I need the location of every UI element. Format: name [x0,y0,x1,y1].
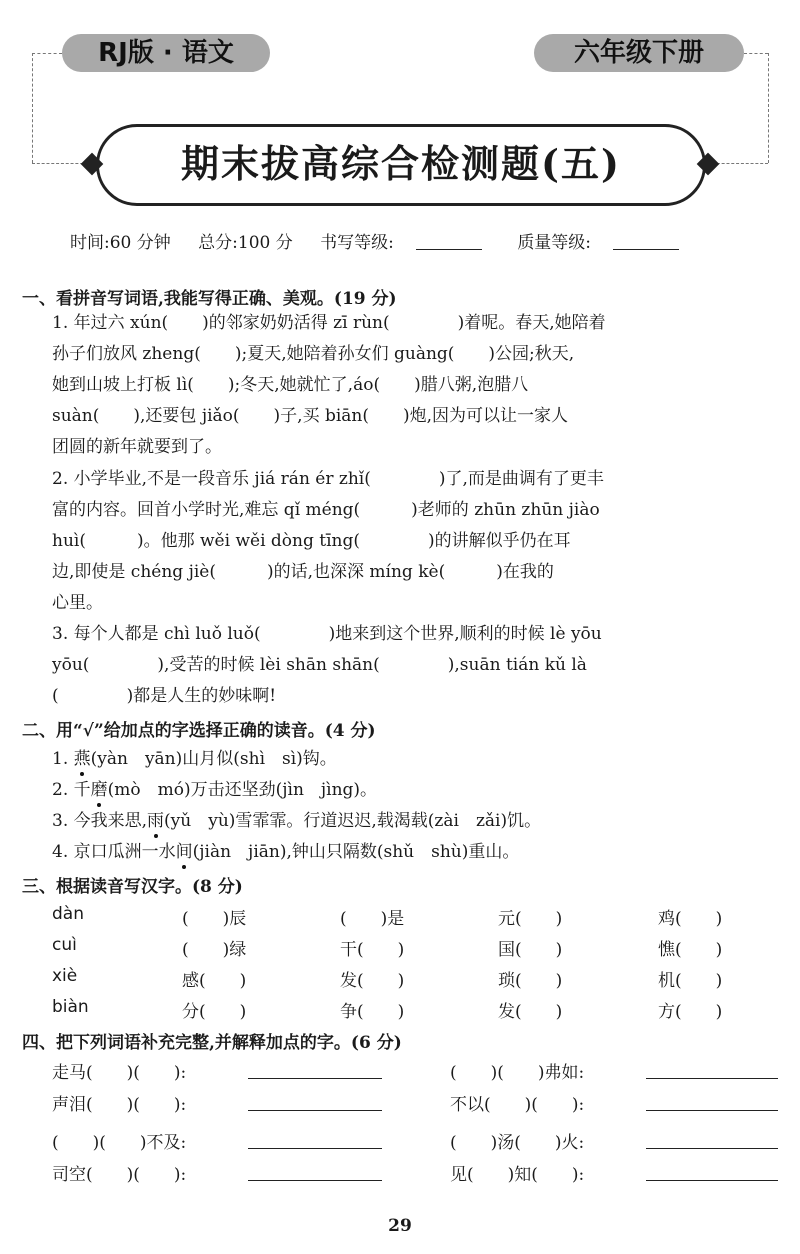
s2-item-options[interactable]: (jiàn jiān),钟山只隔数(shǔ shù)重山。 [192,842,520,862]
s1-line: 她到山坡上打板 lì( );冬天,她就忙了,áo( )腊八粥,泡腊八 [52,375,529,395]
s2-item-options[interactable]: (mò mó)万击还坚劲(jìn jìng)。 [107,780,378,800]
char-blank[interactable]: 憔( ) [658,940,723,960]
char-blank[interactable]: 琐( ) [498,971,563,991]
s2-item-text: 2. 千 [52,780,91,800]
char-blank[interactable]: 干( ) [340,940,405,960]
s2-item [52,841,519,863]
char-blank[interactable]: ( )绿 [182,940,247,960]
idiom-prompt: ( )( )不及: [52,1133,187,1153]
answer-line[interactable] [248,1078,382,1079]
quality-grade-label: 质量等级: [517,233,592,253]
s2-item-text: 4. 京口瓜洲一水 [52,842,176,862]
idiom-prompt: ( )汤( )火: [450,1133,585,1153]
section4-heading: 四、把下列词语补充完整,并解释加点的字。(6 分) [22,1033,402,1053]
s2-item-text: 1. [52,749,74,769]
s1-line: 边,即使是 chéng jiè( )的话,也深深 míng kè( )在我的 [52,562,554,582]
s1-line: 富的内容。回首小学时光,难忘 qǐ méng( )老师的 zhūn zhūn jiào [52,500,600,520]
s1-line: 3. 每个人都是 chì luǒ luǒ( )地来到这个世界,顺利的时候 lè yōu [52,624,602,644]
answer-line[interactable] [646,1078,778,1079]
pinyin-label: cuì [52,935,77,955]
writing-grade-label: 书写等级: [320,233,394,253]
edition-tag: RJ版 · 语文 [62,34,270,72]
idiom-prompt: 声泪( )( ): [52,1095,187,1115]
answer-line[interactable] [646,1180,778,1181]
s1-line: suàn( ),还要包 jiǎo( )子,买 biān( )炮,因为可以让一家人 [52,406,569,426]
s2-item [52,810,541,832]
quality-grade-blank[interactable] [613,233,679,250]
s1-line: 心里。 [52,593,103,613]
dotted-char: 雨 [147,811,165,831]
page-title: 期末拔高综合检测题(五) [181,141,621,186]
char-blank[interactable]: ( )辰 [182,909,247,929]
s2-item-text: 3. 今我来思, [52,811,148,831]
s1-line: 孙子们放风 zheng( );夏天,她陪着孙女们 guàng( )公园;秋天, [52,344,575,364]
s1-line: 团圆的新年就要到了。 [52,437,222,457]
answer-line[interactable] [248,1110,382,1111]
s1-line: 1. 年过六 xún( )的邻家奶奶活得 zī rùn( )着呢。春天,她陪着 [52,313,606,333]
idiom-prompt: ( )( )弗如: [450,1063,585,1083]
answer-line[interactable] [646,1110,778,1111]
char-blank[interactable]: 发( ) [498,1002,563,1022]
s1-line: huì( )。他那 wěi wěi dòng tīng( )的讲解似乎仍在耳 [52,531,571,551]
char-blank[interactable]: ( )是 [340,909,405,929]
s1-line: yōu( ),受苦的时候 lèi shān shān( ),suān tián kǔ là [52,655,587,675]
s1-line: 2. 小学毕业,不是一段音乐 jiá rán ér zhǐ( )了,而是曲调有了更丰 [52,469,604,489]
answer-line[interactable] [248,1148,382,1149]
char-blank[interactable]: 国( ) [498,940,563,960]
section1-heading: 一、看拼音写词语,我能写得正确、美观。(19 分) [22,289,397,309]
idiom-prompt: 见( )知( ): [450,1165,585,1185]
char-blank[interactable]: 元( ) [498,909,563,929]
char-blank[interactable]: 鸡( ) [658,909,723,929]
s2-item-options[interactable]: (yàn yān)山月似(shì sì)钩。 [90,749,337,769]
section3-heading: 三、根据读音写汉字。(8 分) [22,877,243,897]
pinyin-label: biàn [52,997,89,1017]
idiom-prompt: 不以( )( ): [450,1095,585,1115]
idiom-prompt: 走马( )( ): [52,1063,187,1083]
pinyin-label: dàn [52,904,84,924]
time-limit: 时间:60 分钟 [70,233,171,253]
dotted-char: 间 [175,842,193,862]
pinyin-label: xiè [52,966,78,986]
section2-heading: 二、用“√”给加点的字选择正确的读音。(4 分) [22,721,376,741]
s2-item [52,748,337,770]
s2-item [52,779,377,801]
page-number: 29 [388,1216,412,1236]
char-blank[interactable]: 方( ) [658,1002,723,1022]
char-blank[interactable]: 发( ) [340,971,405,991]
writing-grade-blank[interactable] [416,233,482,250]
dotted-char: 磨 [90,780,108,800]
answer-line[interactable] [646,1148,778,1149]
char-blank[interactable]: 机( ) [658,971,723,991]
total-score: 总分:100 分 [198,233,293,253]
char-blank[interactable]: 分( ) [182,1002,247,1022]
char-blank[interactable]: 感( ) [182,971,247,991]
exam-meta [70,228,701,253]
answer-line[interactable] [248,1180,382,1181]
s2-item-options[interactable]: (yǔ yù)雪霏霏。行道迟迟,载渴载(zài zǎi)饥。 [164,811,542,831]
char-blank[interactable]: 争( ) [340,1002,405,1022]
idiom-prompt: 司空( )( ): [52,1165,187,1185]
grade-tag: 六年级下册 [534,34,744,72]
dotted-char: 燕 [73,749,91,769]
s1-line: ( )都是人生的妙味啊! [52,686,277,706]
